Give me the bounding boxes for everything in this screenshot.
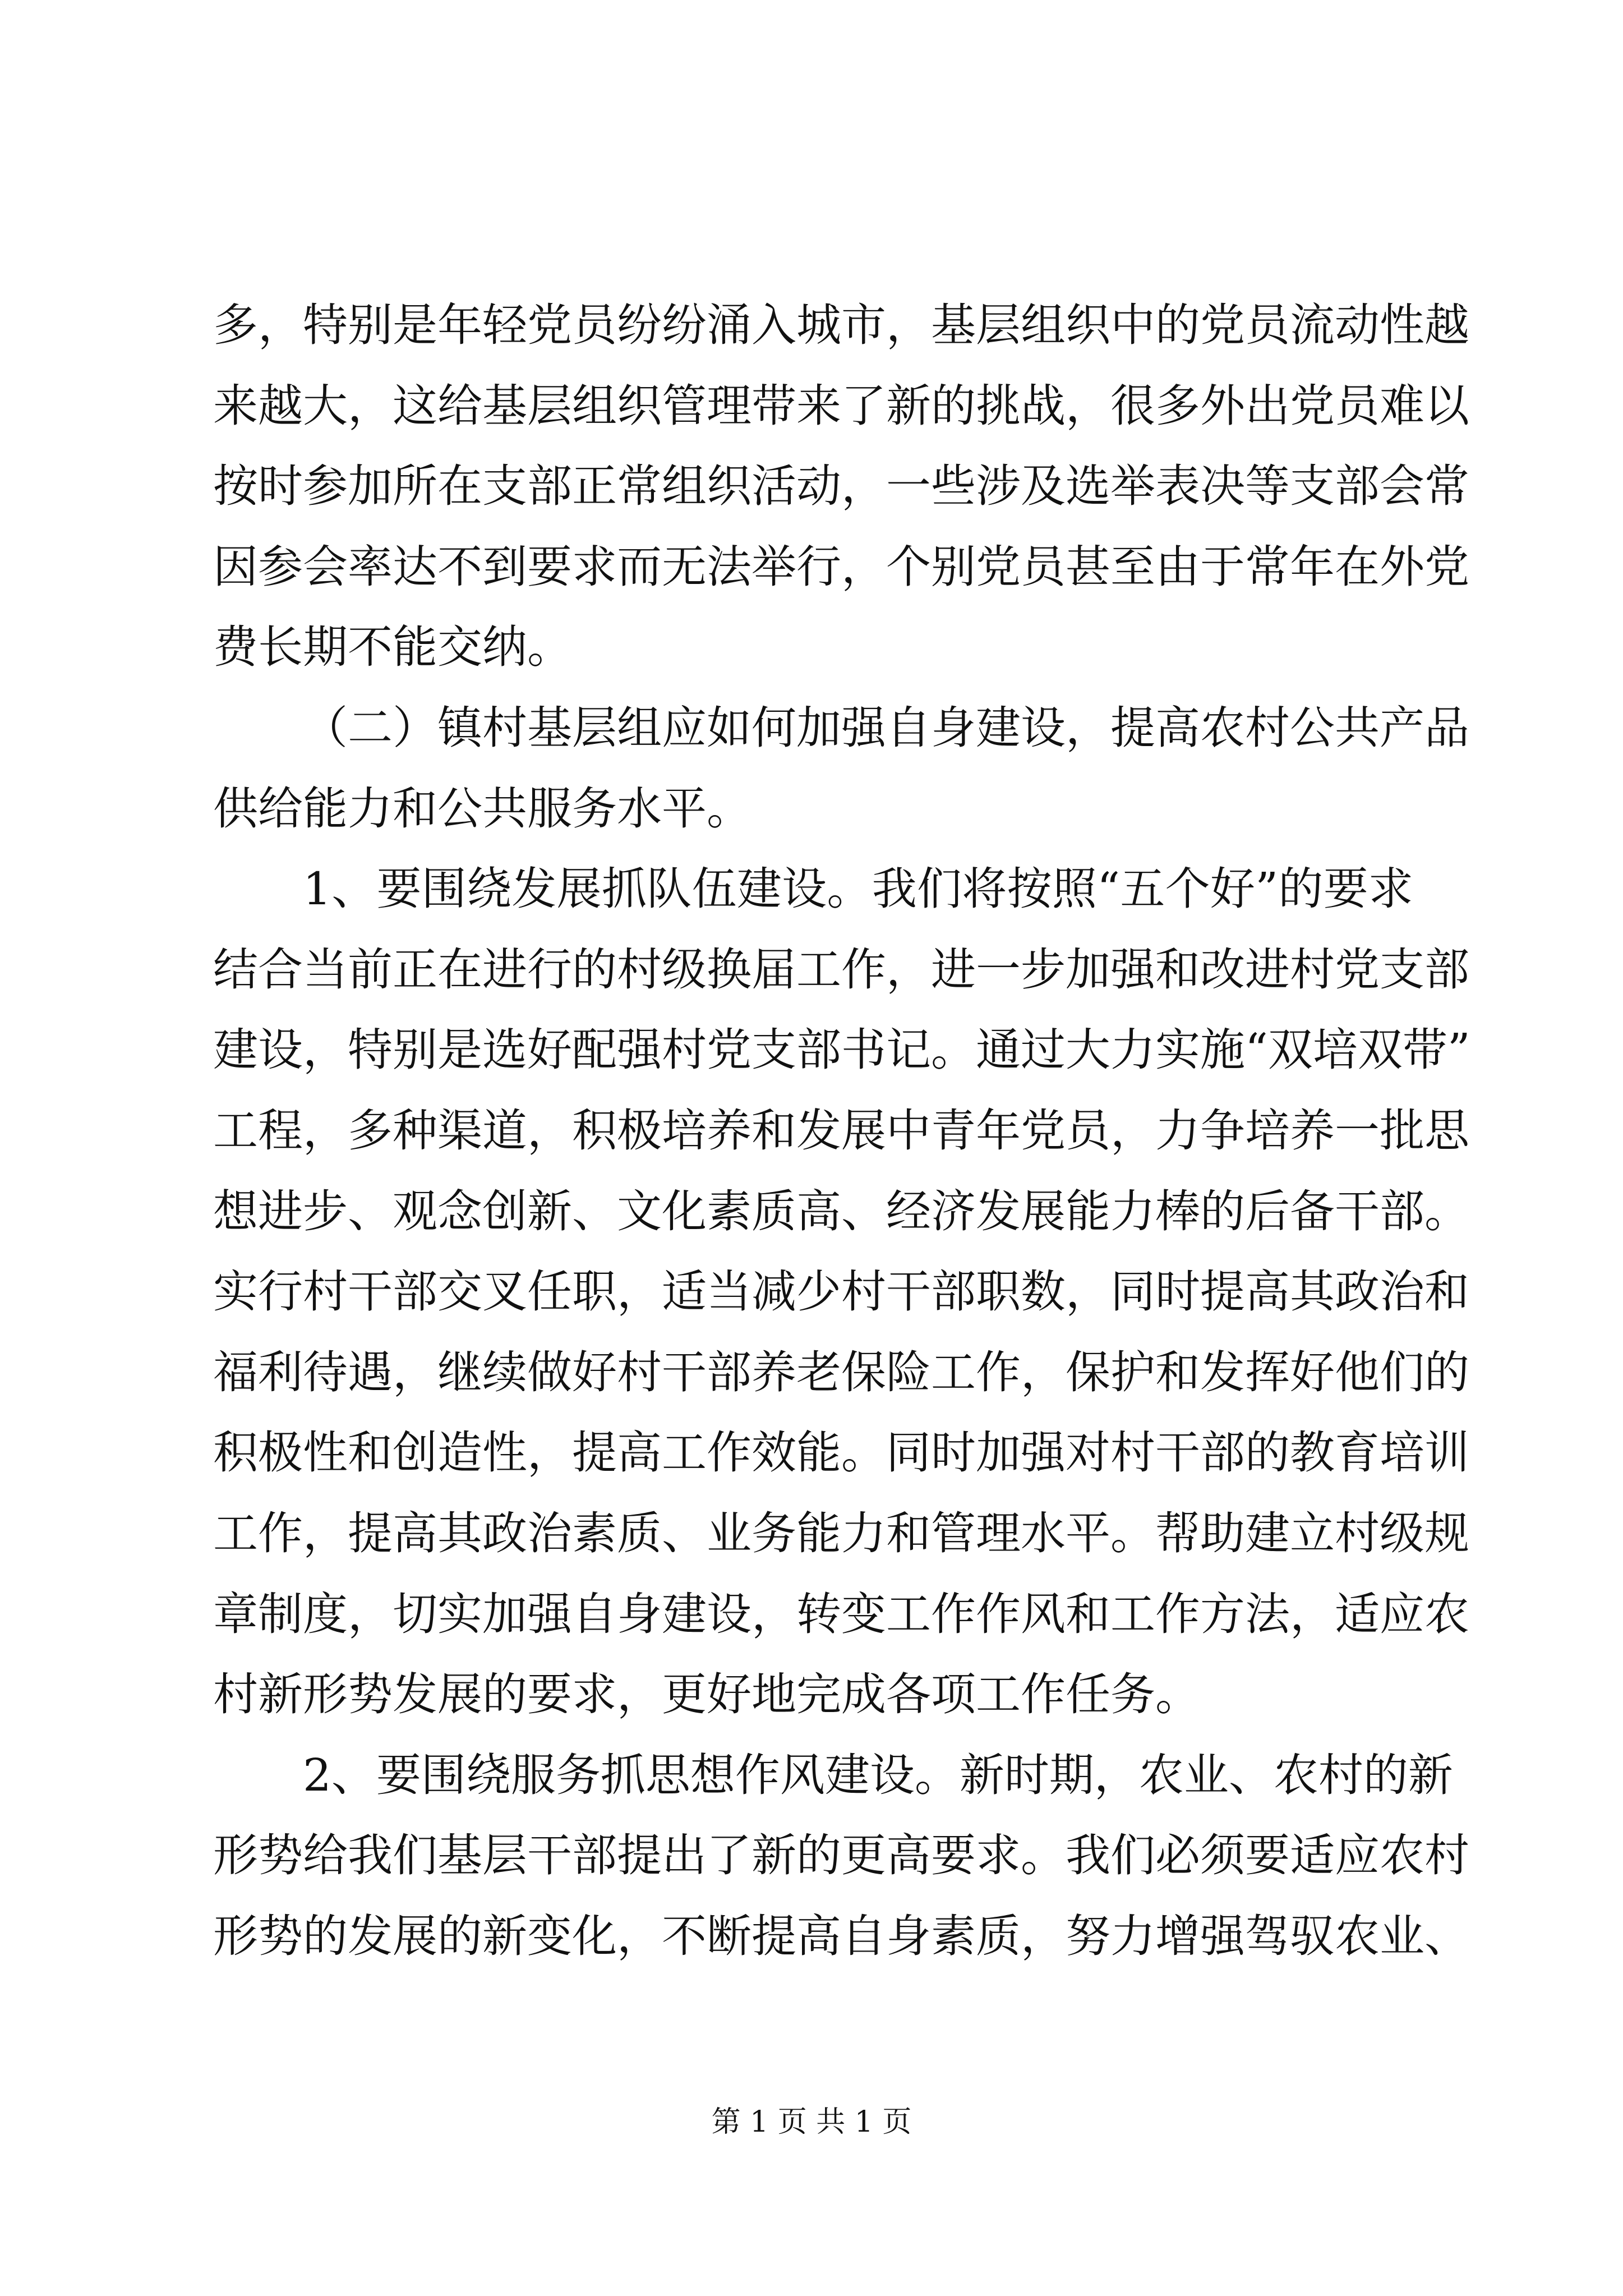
- line-text: （二）镇村基层组应如何加强自身建设，提高农村公共产品: [303, 701, 1469, 754]
- text-line: [213, 285, 1469, 366]
- line-text: 形势给我们基层干部提出了新的更高要求。我们必须要适应农村: [213, 1829, 1469, 1882]
- line-text: 积极性和创造性，提高工作效能。同时加强对村干部的教育培训: [213, 1427, 1469, 1479]
- text-line: [213, 1815, 1469, 1896]
- text-line: [213, 1574, 1469, 1655]
- line-text: 1、要围绕发展抓队伍建设。我们将按照“五个好”的要求: [303, 863, 1413, 915]
- paragraph-continuation: [213, 285, 1469, 688]
- line-text: 工作，提高其政治素质、业务能力和管理水平。帮助建立村级规: [213, 1507, 1469, 1559]
- line-text: 多，特别是年轻党员纷纷涌入城市，基层组织中的党员流动性越: [213, 299, 1469, 351]
- text-line: [213, 769, 1413, 849]
- line-text: 福利待遇，继续做好村干部养老保险工作，保护和发挥好他们的: [213, 1346, 1469, 1398]
- line-text: 因参会率达不到要求而无法举行，个别党员甚至由于常年在外党: [213, 540, 1469, 593]
- text-line: [213, 607, 1413, 688]
- paragraph-item-1: [213, 849, 1470, 1735]
- line-text: 供给能力和公共服务水平。: [213, 782, 751, 835]
- text-line: [213, 1654, 1413, 1735]
- line-text: 村新形势发展的要求，更好地完成各项工作任务。: [213, 1668, 1200, 1721]
- text-line: [213, 1091, 1469, 1171]
- line-text: 2、要围绕服务抓思想作风建设。新时期，农业、农村的新: [303, 1749, 1453, 1801]
- text-line: [213, 1896, 1469, 1977]
- line-text: 想进步、观念创新、文化素质高、经济发展能力棒的后备干部。: [213, 1185, 1469, 1237]
- text-line: [213, 1493, 1469, 1574]
- text-line: [213, 688, 1469, 769]
- line-text: 章制度，切实加强自身建设，转变工作作风和工作方法，适应农: [213, 1588, 1469, 1640]
- text-line: [213, 1332, 1469, 1413]
- section-heading-paragraph: [213, 688, 1469, 849]
- line-text: 建设，特别是选好配强村党支部书记。通过大力实施“双培双带”: [213, 1024, 1470, 1076]
- text-line: [213, 1251, 1469, 1332]
- line-text: 工程，多种渠道，积极培养和发展中青年党员，力争培养一批思: [213, 1104, 1469, 1157]
- text-line: [213, 1735, 1453, 1816]
- text-line: [213, 527, 1469, 608]
- line-text: 形势的发展的新变化，不断提高自身素质，努力增强驾驭农业、: [213, 1910, 1469, 1962]
- paragraph-item-2: [213, 1735, 1469, 1977]
- page-footer: 第 1 页 共 1 页: [711, 2105, 912, 2139]
- text-line: [213, 1010, 1470, 1091]
- line-text: 费长期不能交纳。: [213, 621, 572, 674]
- line-text: 按时参加所在支部正常组织活动，一些涉及选举表决等支部会常: [213, 460, 1469, 513]
- text-line: [213, 1412, 1469, 1493]
- text-line: [213, 446, 1469, 527]
- text-line: [213, 930, 1469, 1010]
- text-line: [213, 366, 1469, 447]
- text-line: [213, 849, 1413, 930]
- line-text: 实行村干部交叉任职，适当减少村干部职数，同时提高其政治和: [213, 1266, 1469, 1318]
- line-text: 结合当前正在进行的村级换届工作，进一步加强和改进村党支部: [213, 943, 1469, 996]
- document-body: [213, 285, 1470, 1976]
- line-text: 来越大，这给基层组织管理带来了新的挑战，很多外出党员难以: [213, 379, 1469, 432]
- text-line: [213, 1171, 1469, 1252]
